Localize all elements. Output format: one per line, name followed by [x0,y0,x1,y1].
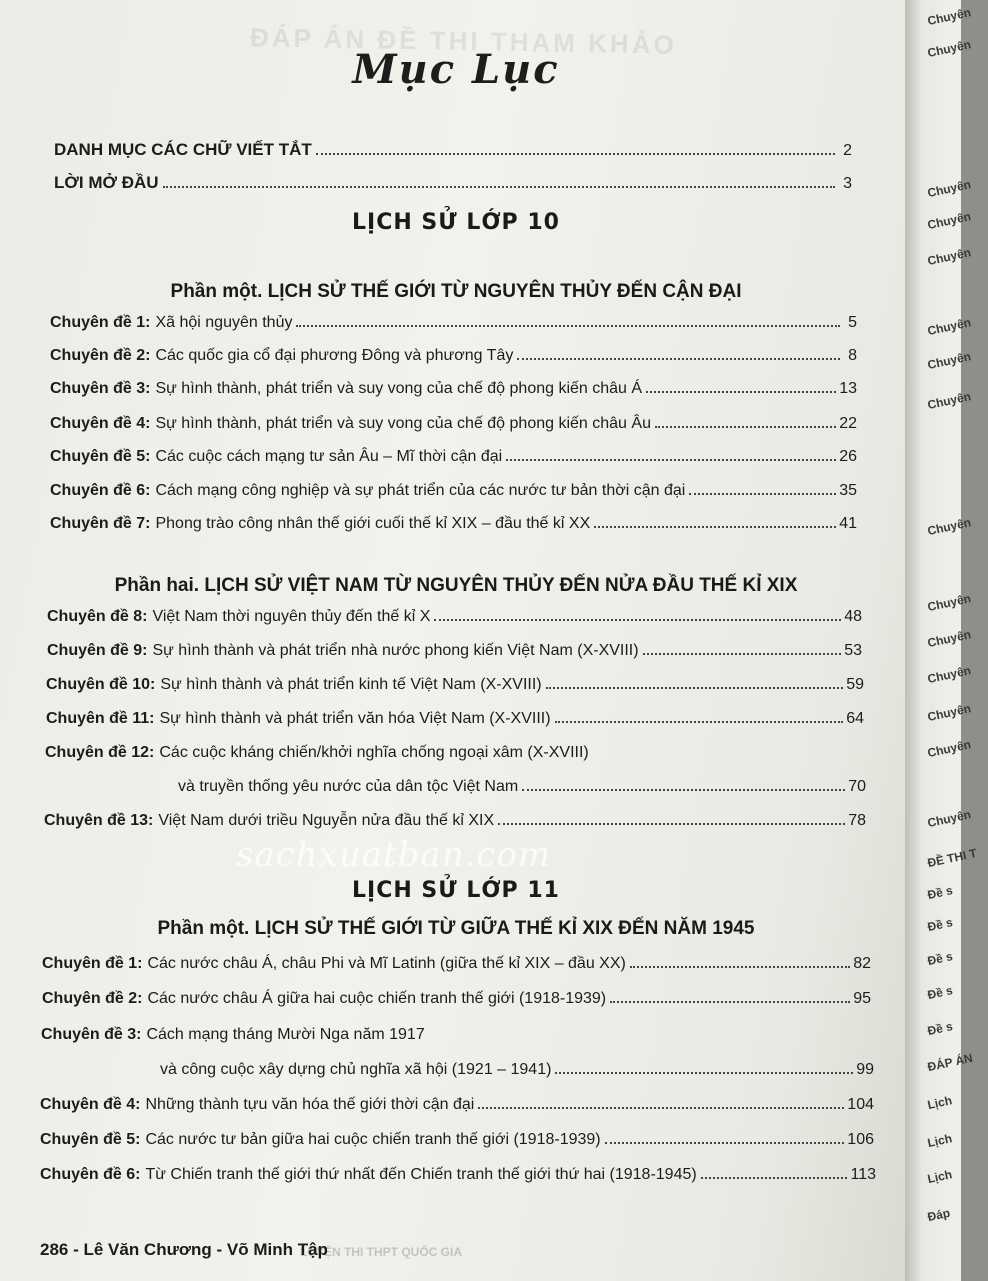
entry-title: Từ Chiến tranh thế giới thứ nhất đến Chiến tranh thế giới thứ hai (1918-1945) [145,1166,697,1183]
entry-label: Chuyên đề 9: [47,642,148,659]
adjacent-page-fragment: Chuyên [926,737,973,761]
dot-leader [610,1001,850,1003]
adjacent-page-fragment: ĐÁP ÁN [926,1050,974,1075]
toc-entry-g11-chuyen-de-1[interactable] [42,955,871,973]
show-through-heading: ĐÁP ÁN ĐỀ THI THAM KHẢO [249,22,677,60]
dot-leader [316,153,835,155]
toc-entry-g10-chuyen-de-3[interactable] [50,380,857,398]
adjacent-page-fragment: Đề s [926,983,954,1003]
toc-entry-abbreviations[interactable] [54,140,852,160]
page-number: 26 [839,448,857,465]
dot-leader [522,789,845,791]
page-number: 95 [853,990,871,1007]
adjacent-page-fragment: Chuyên [926,315,973,339]
entry-label: Chuyên đề 7: [50,515,151,532]
dot-leader [643,653,842,655]
adjacent-page-fragment: ĐỀ THI T [926,845,979,871]
page-number: 70 [848,778,866,795]
toc-entry-g10-chuyen-de-7[interactable] [50,515,857,533]
dot-leader [646,391,836,393]
entry-label: Chuyên đề 4: [50,415,151,432]
adjacent-page-fragment: Đề s [926,883,954,903]
toc-entry-g10-chuyen-de-5[interactable] [50,448,857,466]
page-number: 2 [843,142,852,159]
adjacent-page-strip [905,0,979,1281]
toc-entry-g10-chuyen-de-12[interactable] [45,744,589,762]
toc-entry-g11-chuyen-de-4[interactable] [40,1096,874,1114]
entry-title: Việt Nam thời nguyên thủy đến thế kỉ X [152,608,431,625]
toc-entry-g10-chuyen-de-2[interactable] [50,347,857,365]
toc-entry-g10-chuyen-de-1[interactable] [50,314,857,332]
page-number: 35 [839,482,857,499]
dot-leader [163,186,835,188]
entry-title-continued: và truyền thống yêu nước của dân tộc Việt Nam [178,778,519,795]
entry-title: Sự hình thành, phát triển và suy vong của chế độ phong kiến châu Âu [155,415,651,432]
toc-entry-g11-chuyen-de-3-cont[interactable] [160,1061,874,1079]
entry-label: Chuyên đề 2: [42,990,143,1007]
adjacent-page-fragment: Đề s [926,1019,954,1039]
adjacent-page-fragment: Chuyên [926,663,973,687]
entry-title: Các cuộc kháng chiến/khởi nghĩa chống ngoại xâm (X-XVIII) [159,744,589,761]
adjacent-page-fragment: Lịch [926,1131,954,1151]
toc-entry-preface[interactable] [54,173,852,193]
entry-title: Sự hình thành và phát triển kinh tế Việt Nam (X-XVIII) [160,676,542,693]
page-number: 8 [848,347,857,364]
adjacent-page-fragment: Chuyên [926,37,973,61]
entry-title: Phong trào công nhân thế giới cuối thế kỉ XIX – đầu thế kỉ XX [155,515,591,532]
page-number: 59 [846,676,864,693]
entry-label: Chuyên đề 1: [50,314,151,331]
page-number: 113 [850,1166,876,1183]
page-number: 3 [843,175,852,192]
adjacent-page-fragment: Lịch [926,1167,954,1187]
page-number: 78 [848,812,866,829]
dot-leader [555,1072,853,1074]
section-heading-grade10: LỊCH SỬ LỚP 10 [352,210,560,235]
dot-leader [555,721,844,723]
toc-entry-g10-chuyen-de-13[interactable] [44,812,866,830]
toc-entry-g11-chuyen-de-2[interactable] [42,990,871,1008]
page-footer: 286 - Lê Văn Chương - Võ Minh Tập [40,1240,328,1259]
entry-title: Việt Nam dưới triều Nguyễn nửa đầu thế kỉ XIX [158,812,495,829]
entry-label: Chuyên đề 3: [41,1026,142,1043]
entry-label: Chuyên đề 5: [50,448,151,465]
entry-title: Sự hình thành và phát triển nhà nước phong kiến Việt Nam (X-XVIII) [152,642,639,659]
dot-leader [546,687,844,689]
page-number: 22 [839,415,857,432]
dot-leader [517,358,840,360]
dot-leader [296,325,840,327]
entry-label: Chuyên đề 1: [42,955,143,972]
toc-entry-g10-chuyen-de-10[interactable] [46,676,864,694]
entry-label: LỜI MỞ ĐẦU [54,173,159,192]
show-through-footer: LUYỆN THI THPT QUỐC GIA [300,1245,462,1259]
page-number: 104 [847,1096,874,1113]
entry-label: Chuyên đề 6: [40,1166,141,1183]
entry-title: Cách mạng công nghiệp và sự phát triển của các nước tư bản thời cận đại [155,482,686,499]
adjacent-page-fragment: Đáp [926,1205,952,1225]
page-number: 13 [839,380,857,397]
dot-leader [701,1177,848,1179]
page-number: 5 [848,314,857,331]
dot-leader [594,526,836,528]
toc-entry-g11-chuyen-de-6[interactable] [40,1166,876,1184]
entry-title-continued: và công cuộc xây dựng chủ nghĩa xã hội (1921 – 1941) [160,1061,552,1078]
adjacent-page-fragment: Chuyên [926,177,973,201]
toc-entry-g10-chuyen-de-9[interactable] [47,642,862,660]
adjacent-page-fragment: Chuyên [926,209,973,233]
dot-leader [655,426,836,428]
entry-title: Các nước tư bản giữa hai cuộc chiến tranh thế giới (1918-1939) [145,1131,601,1148]
page-number: 99 [856,1061,874,1078]
entry-label: DANH MỤC CÁC CHỮ VIẾT TẮT [54,140,312,159]
page-number: 48 [844,608,862,625]
entry-label: Chuyên đề 8: [47,608,148,625]
entry-title: Các nước châu Á, châu Phi và Mĩ Latinh (giữa thế kỉ XIX – đầu XX) [147,955,626,972]
adjacent-page-fragment: Chuyên [926,807,973,831]
dot-leader [689,493,836,495]
page-number: 106 [847,1131,874,1148]
part-heading-g11-p1: Phần một. LỊCH SỬ THẾ GIỚI TỪ GIỮA THẾ KỈ XIX ĐẾN NĂM 1945 [157,918,755,939]
entry-label: Chuyên đề 10: [46,676,156,693]
toc-entry-g10-chuyen-de-6[interactable] [50,482,857,500]
entry-title: Xã hội nguyên thủy [155,314,293,331]
dot-leader [630,966,850,968]
toc-entry-g11-chuyen-de-5[interactable] [40,1131,874,1149]
dot-leader [478,1107,844,1109]
dot-leader [498,823,845,825]
adjacent-page-fragment: Chuyên [926,349,973,373]
entry-title: Cách mạng tháng Mười Nga năm 1917 [146,1026,425,1043]
toc-entry-g10-chuyen-de-8[interactable] [47,608,862,626]
entry-title: Những thành tựu văn hóa thế giới thời cận đại [145,1096,475,1113]
entry-label: Chuyên đề 2: [50,347,151,364]
adjacent-page-fragment: Đề s [926,949,954,969]
dot-leader [605,1142,845,1144]
page-number: 41 [839,515,857,532]
part-heading-g10-p2: Phần hai. LỊCH SỬ VIỆT NAM TỪ NGUYÊN THỦY ĐẾN NỬA ĐẦU THẾ KỈ XIX [114,575,798,596]
entry-label: Chuyên đề 13: [44,812,154,829]
adjacent-page-fragment: Chuyên [926,5,973,29]
entry-label: Chuyên đề 11: [46,710,155,727]
toc-entry-g10-chuyen-de-12-cont[interactable] [178,778,866,796]
adjacent-page-fragment: Lịch [926,1093,954,1113]
page-number: 82 [853,955,871,972]
toc-entry-g10-chuyen-de-11[interactable] [46,710,864,728]
adjacent-page-fragment: Chuyên [926,701,973,725]
section-heading-grade11: LỊCH SỬ LỚP 11 [352,878,560,903]
page-number: 64 [846,710,864,727]
toc-entry-g10-chuyen-de-4[interactable] [50,415,857,433]
adjacent-page-fragment: Chuyên [926,515,973,539]
entry-title: Sự hình thành, phát triển và suy vong của chế độ phong kiến châu Á [155,380,643,397]
adjacent-page-fragment: Chuyên [926,245,973,269]
entry-label: Chuyên đề 4: [40,1096,141,1113]
entry-title: Các nước châu Á giữa hai cuộc chiến tranh thế giới (1918-1939) [147,990,607,1007]
entry-label: Chuyên đề 12: [45,744,155,761]
page-number: 53 [844,642,862,659]
entry-title: Các cuộc cách mạng tư sản Âu – Mĩ thời cận đại [155,448,503,465]
adjacent-page-fragment: Chuyên [926,591,973,615]
dot-leader [434,619,841,621]
part-heading-g10-p1: Phần một. LỊCH SỬ THẾ GIỚI TỪ NGUYÊN THỦY ĐẾN CẬN ĐẠI [170,281,742,302]
entry-label: Chuyên đề 6: [50,482,151,499]
dot-leader [506,459,836,461]
toc-entry-g11-chuyen-de-3[interactable] [41,1026,425,1044]
entry-label: Chuyên đề 5: [40,1131,141,1148]
adjacent-page-fragment: Chuyên [926,389,973,413]
watermark: sachxuatban.com [236,835,552,875]
entry-label: Chuyên đề 3: [50,380,151,397]
page-title: Mục Lục [352,46,560,93]
entry-title: Các quốc gia cổ đại phương Đông và phương Tây [155,347,514,364]
entry-title: Sự hình thành và phát triển văn hóa Việt Nam (X-XVIII) [159,710,551,727]
adjacent-page-fragment: Chuyên [926,627,973,651]
adjacent-page-fragment: Đề s [926,915,954,935]
